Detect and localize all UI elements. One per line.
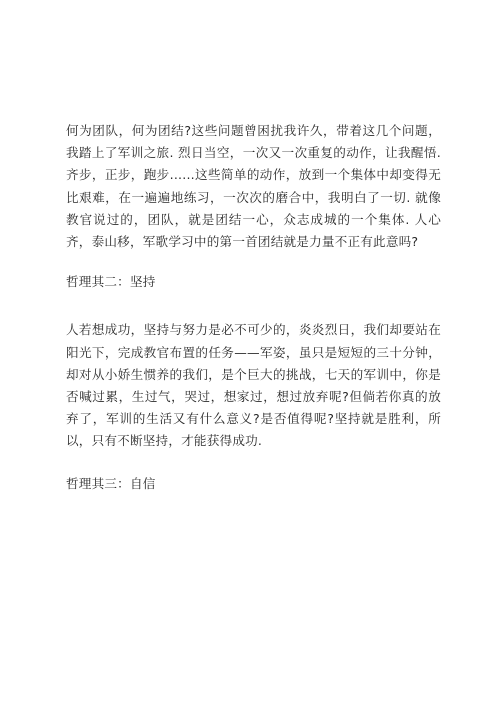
section-heading-persistence: 哲理其二：坚持: [66, 274, 156, 290]
paragraph-persistence: 人若想成功，坚持与努力是必不可少的，炎炎烈日，我们却要站在阳光下，完成教官布置的任务——军姿，虽只是短短的三十分钟，却对从小娇生惯养的我们，是个巨大的挑战，七天的军训中，你是否喊过累，生过气，哭过，想家过，想过放弃呢?但倘若你真的放弃了，军训的生活又有什么意义?是否值得呢?坚持就是胜利，所以，只有不断坚持，才能获得成功.: [66, 322, 441, 449]
section-heading-confidence: 哲理其三：自信: [66, 475, 156, 491]
paragraph-teamwork: 何为团队，何为团结?这些问题曾困扰我许久，带着这几个问题，我踏上了军训之旅. 烈日当空，一次又一次重复的动作，让我醒悟. 齐步，正步，跑步......这些简单的动作，放到一个集体中却变得无比艰难，在一遍遍地练习，一次次的磨合中，我明白了一切. 就像教官说过的，团队，就是团结一心，众志成城的一个集体. 人心齐，泰山移，军歌学习中的第一首团结就是力量不正有此意吗?: [66, 123, 441, 250]
document-body: [66, 120, 441, 495]
